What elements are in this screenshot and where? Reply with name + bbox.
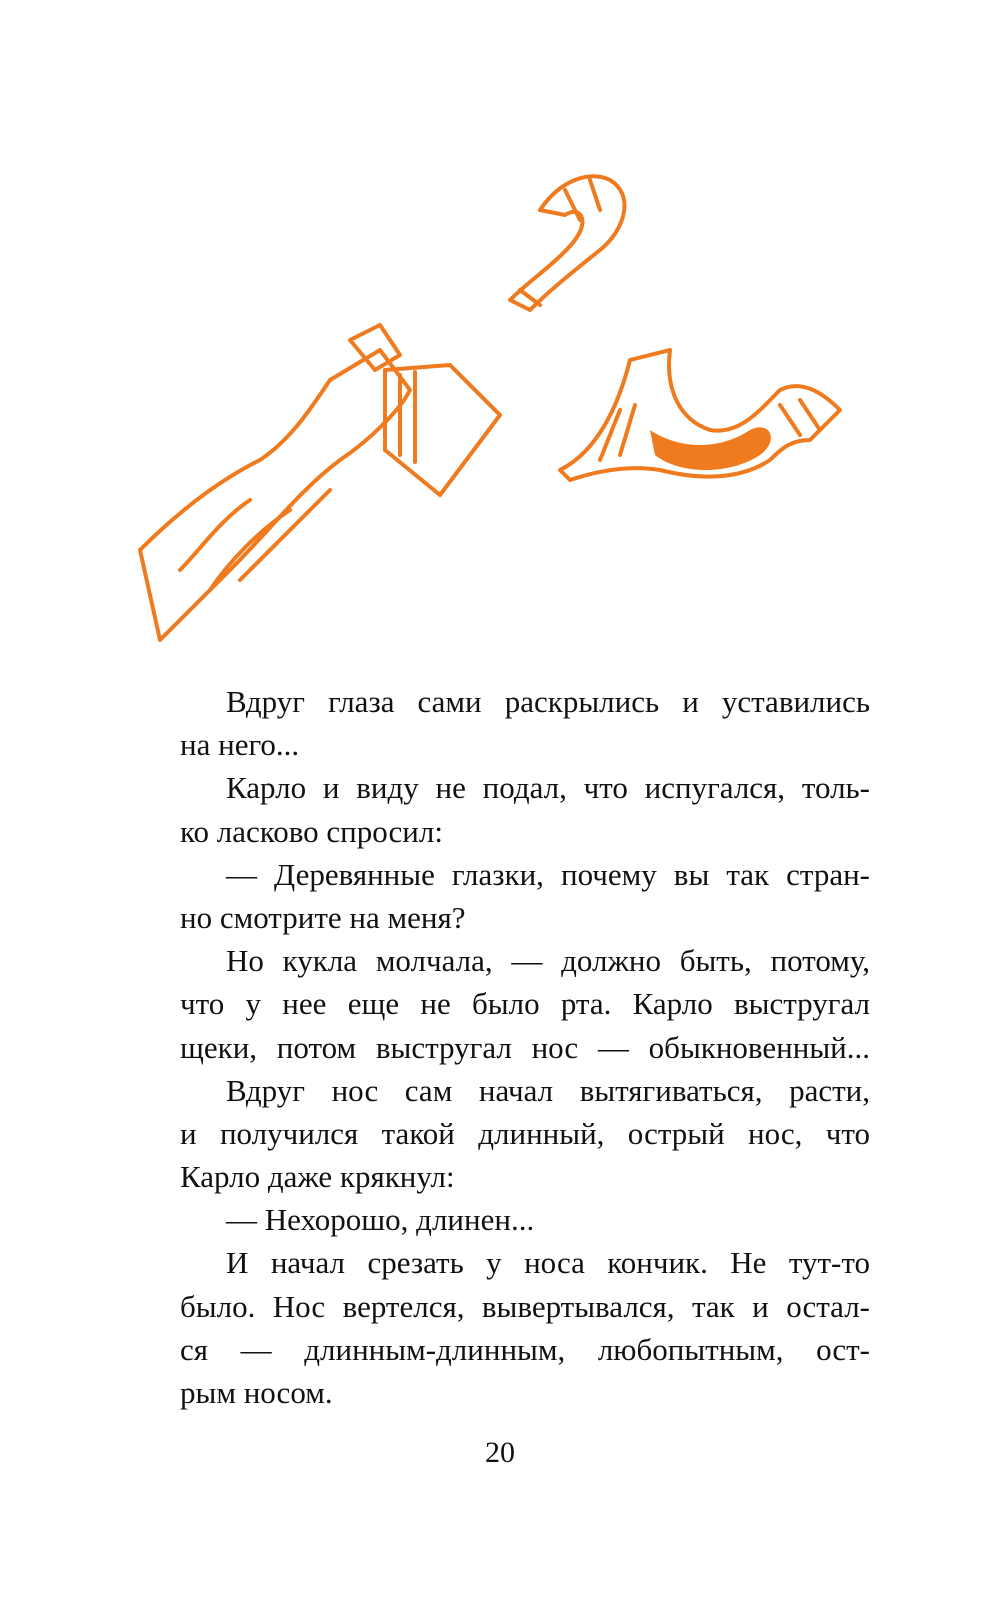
text-line: ко ласково спросил:: [180, 813, 443, 849]
text-line: Но кукла молчала, — должно быть, потому,: [226, 943, 870, 979]
text-line: — Нехорошо, длинен...: [226, 1202, 535, 1238]
text-line: Карло даже крякнул:: [180, 1159, 455, 1195]
text-line: щеки, потом выстругал нос — обыкновенный...: [180, 1029, 870, 1065]
text-line: и получился такой длинный, острый нос, что: [180, 1115, 870, 1151]
wood-block: [385, 365, 500, 495]
text-line: на него...: [180, 727, 300, 763]
shaving-shadow: [650, 427, 771, 470]
text-line: Вдруг глаза сами раскрылись и уставились: [226, 684, 870, 719]
text-line: но смотрите на меня?: [180, 899, 466, 935]
story-text: [180, 680, 870, 1414]
large-shaving: [140, 350, 410, 640]
text-line: Вдруг нос сам начал вытягиваться, расти,: [226, 1072, 870, 1108]
text-line: — Деревянные глазки, почему вы так стран-: [226, 856, 870, 892]
wood-shavings-drawing: [120, 150, 880, 690]
illustration: [120, 150, 880, 690]
text-line: ся — длинным-длинным, любопытным, ост-: [180, 1331, 870, 1367]
text-line: было. Нос вертелся, вывертывался, так и остал-: [180, 1288, 870, 1324]
text-line: что у нее еще не было рта. Карло выстругал: [180, 986, 870, 1022]
text-line: рым носом.: [180, 1375, 333, 1410]
page-number: 20: [485, 1436, 515, 1469]
text-line: И начал срезать у носа кончик. Не тут-то: [226, 1245, 870, 1281]
text-line: Карло и виду не подал, что испугался, толь-: [226, 770, 870, 806]
